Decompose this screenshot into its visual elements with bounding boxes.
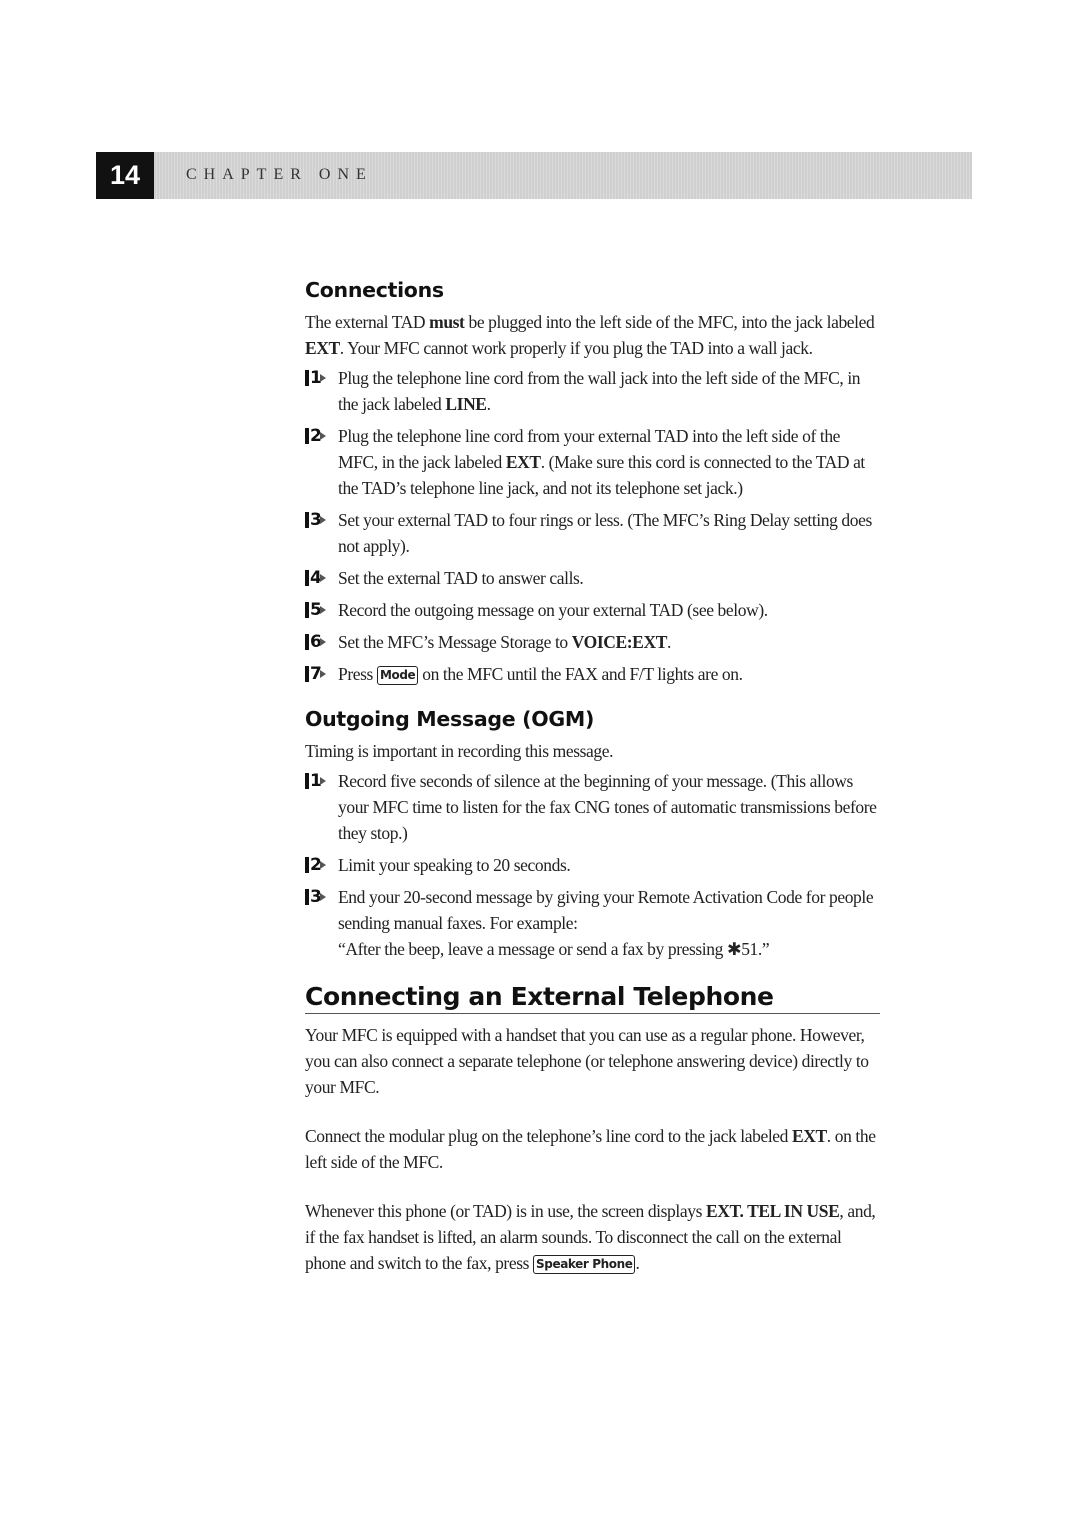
step-number-badge: 1 <box>305 772 327 790</box>
step-number-badge: 6 <box>305 633 327 651</box>
step-item: 1 Plug the telephone line cord from the wall jack into the left side of the MFC, in the jack labeled LINE. <box>305 365 880 417</box>
step-number-badge: 5 <box>305 601 327 619</box>
step-item: 3 End your 20-second message by giving your Remote Activation Code for people sending manual faxes. For example: “After the beep, leave a message or send a fax by pressing ✱51.” <box>305 884 880 962</box>
page-number: 14 <box>96 152 154 199</box>
step-item: 2 Plug the telephone line cord from your external TAD into the left side of the MFC, in the jack labeled EXT. (Make sure this cord is connected to the TAD at the TAD’s telephone line jack, and not its telephone set jack.) <box>305 423 880 501</box>
ogm-steps <box>305 768 880 962</box>
step-item: 4 Set the external TAD to answer calls. <box>305 565 880 591</box>
chapter-title: CHAPTER ONE <box>186 166 373 183</box>
example-quote: “After the beep, leave a message or send a fax by pressing ✱51.” <box>338 939 770 959</box>
step-item: 2 Limit your speaking to 20 seconds. <box>305 852 880 878</box>
step-number-badge: 2 <box>305 856 327 874</box>
step-number-badge: 3 <box>305 888 327 906</box>
ext-paragraph-1: Your MFC is equipped with a handset that you can use as a regular phone. However, you can also connect a separate telephone (or telephone answering device) directly to your MFC. <box>305 1025 869 1097</box>
speaker-phone-key-icon: Speaker Phone <box>533 1255 635 1274</box>
ogm-intro: Timing is important in recording this message. <box>305 741 614 761</box>
step-number-badge: 4 <box>305 569 327 587</box>
step-item: 6 Set the MFC’s Message Storage to VOICE:EXT. <box>305 629 880 655</box>
step-number-badge: 3 <box>305 511 327 529</box>
external-telephone-heading: Connecting an External Telephone <box>305 982 880 1014</box>
step-item: 5 Record the outgoing message on your external TAD (see below). <box>305 597 880 623</box>
step-item: 1 Record five seconds of silence at the beginning of your message. (This allows your MFC time to listen for the fax CNG tones of automatic transmissions before they stop.) <box>305 768 880 846</box>
step-number-badge: 1 <box>305 369 327 387</box>
connections-steps <box>305 365 880 687</box>
page-content <box>305 278 880 1276</box>
step-number-badge: 2 <box>305 427 327 445</box>
step-item: 7 Press Mode on the MFC until the FAX and F/T lights are on. <box>305 661 880 687</box>
ext-paragraph-3: Whenever this phone (or TAD) is in use, the screen displays EXT. TEL IN USE, and, if the fax handset is lifted, an alarm sounds. To disconnect the call on the external phone and switch to the fax, press Speaker Phone . <box>305 1201 876 1273</box>
ext-paragraph-2: Connect the modular plug on the telephone’s line cord to the jack labeled EXT. on the left side of the MFC. <box>305 1126 876 1172</box>
ogm-heading: Outgoing Message (OGM) <box>305 707 595 731</box>
step-item: 3 Set your external TAD to four rings or less. (The MFC’s Ring Delay setting does not apply). <box>305 507 880 559</box>
mode-key-icon: Mode <box>377 666 418 685</box>
connections-heading: Connections <box>305 278 444 302</box>
connections-intro: The external TAD must be plugged into the left side of the MFC, into the jack labeled EXT. Your MFC cannot work properly if you plug the TAD into a wall jack. <box>305 312 875 358</box>
step-number-badge: 7 <box>305 665 327 683</box>
